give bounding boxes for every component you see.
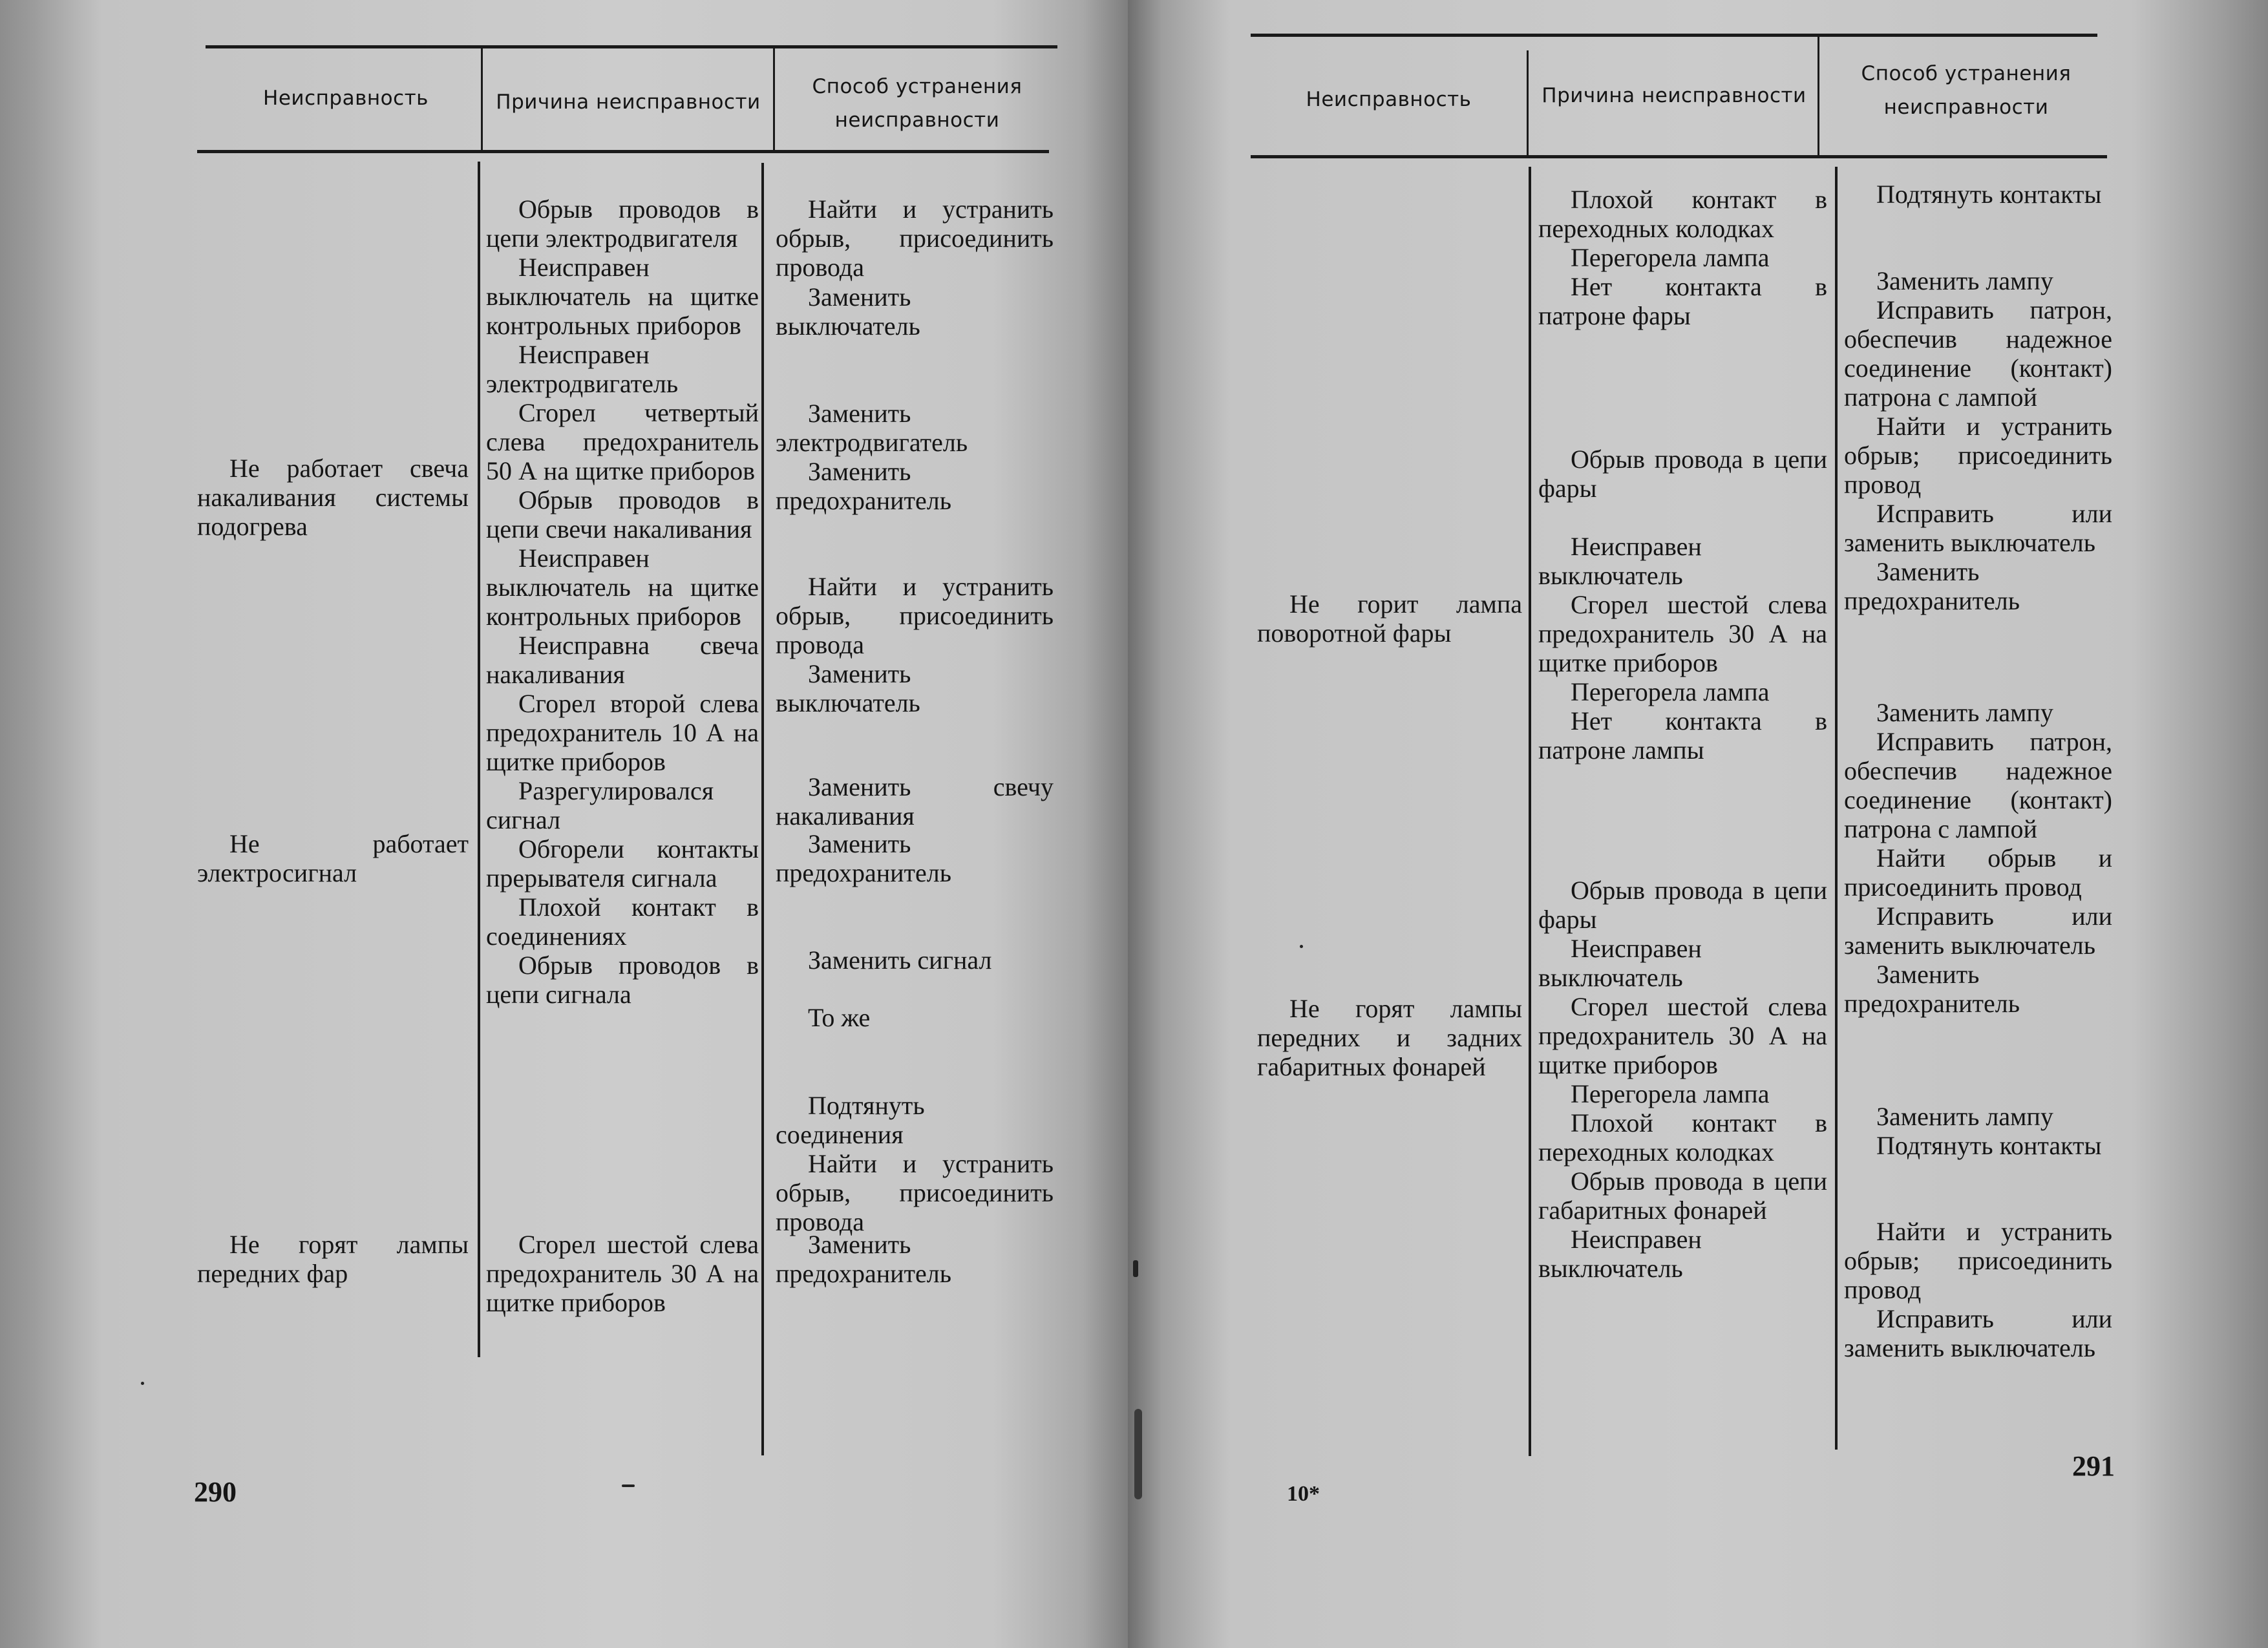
cause-text: Неисправен выключатель на щитке контрольных приборов: [486, 253, 759, 340]
table-top-rule: [1251, 34, 2097, 37]
body-divider-2: [1835, 167, 1838, 1450]
remedy-text: Подтянуть контакты: [1876, 1131, 2102, 1160]
fault-cell: [1257, 589, 1522, 648]
remedy-cell: [1844, 698, 2112, 1018]
cause-text: Плохой контакт в переходных колодках: [1538, 185, 1827, 243]
header-divider-2: [773, 48, 775, 151]
column-header-fault: Неисправность: [1306, 88, 1472, 111]
fault-text: Не горят лампы передних и задних габаритных фонарей: [1257, 994, 1522, 1081]
remedy-cell: [776, 1003, 1054, 1032]
remedy-text: Исправить или заменить выключатель: [1844, 902, 2112, 960]
column-header-remedy: Способ устранения неисправности: [812, 75, 1023, 132]
remedy-cell: [776, 1230, 1054, 1288]
remedy-text: Заменить предохранитель: [776, 829, 951, 887]
fault-text: Не работает свеча накаливания системы подогрева: [197, 454, 469, 541]
cause-text: Неисправен выключатель: [1538, 532, 1702, 590]
cause-text: Перегорела лампа: [1571, 1079, 1770, 1108]
cause-text: Неисправен выключатель: [1538, 934, 1702, 992]
cause-cell: [1538, 445, 1827, 503]
remedy-text: Исправить или заменить выключатель: [1844, 1304, 2112, 1362]
fault-text: Не работает электросигнал: [197, 829, 469, 887]
cause-text: Плохой контакт в переходных колодках: [1538, 1108, 1827, 1167]
cause-text: Сгорел второй слева предохранитель 10 А на щитке приборов: [486, 689, 759, 776]
cause-text: Сгорел шестой слева предохранитель 30 А на щитке приборов: [486, 1230, 759, 1317]
fault-cell: [197, 829, 469, 887]
remedy-text: Найти и устранить обрыв, присоединить провода: [776, 195, 1054, 282]
remedy-text: Заменить выключатель: [776, 659, 920, 717]
left-page: [0, 0, 1128, 1648]
cause-text: Сгорел четвертый слева предохранитель 50 А на щитке приборов: [486, 398, 759, 485]
cause-text: Неисправен выключатель на щитке контрольных приборов: [486, 544, 759, 631]
remedy-cell: [776, 772, 1054, 830]
remedy-cell: [1844, 180, 2112, 209]
remedy-text: Найти и устранить обрыв; присоединить провод: [1844, 412, 2112, 499]
cause-text: Перегорела лампа: [1571, 677, 1770, 706]
page-number: 291: [2072, 1450, 2115, 1482]
remedy-text: Заменить предохранитель: [776, 1230, 951, 1288]
cause-text: Разрегулировался сигнал: [486, 776, 714, 834]
remedy-text: Подтянуть контакты: [1876, 180, 2102, 209]
header-divider-1: [481, 48, 483, 151]
table-header-bottom-rule: [1251, 155, 2107, 158]
remedy-text: Найти и устранить обрыв; присоединить провод: [1844, 1217, 2112, 1304]
cause-cell: [486, 1230, 759, 1317]
cause-text: Плохой контакт в соединениях: [486, 893, 759, 951]
fault-text: Не горит лампа поворотной фары: [1257, 589, 1522, 648]
print-speck: [1134, 1409, 1142, 1499]
column-header-cause: Причина неисправности: [496, 90, 761, 114]
remedy-cell: [776, 572, 1054, 659]
remedy-text: Заменить лампу: [1876, 266, 2053, 295]
cause-text: Нет контакта в патроне фары: [1538, 272, 1827, 330]
remedy-cell: [776, 399, 1054, 457]
remedy-cell: [776, 945, 1054, 975]
remedy-text: Исправить патрон, обеспечив надежное соединение (контакт) патрона с лампой: [1844, 295, 2112, 412]
cause-cell: [486, 195, 759, 1009]
remedy-cell: [776, 457, 1054, 515]
cause-text: Неисправен электродвигатель: [486, 340, 679, 398]
body-divider-2: [761, 163, 764, 1455]
remedy-text: Исправить или заменить выключатель: [1844, 499, 2112, 557]
print-speck: [622, 1484, 635, 1487]
column-header-cause: Причина неисправности: [1542, 84, 1807, 107]
cause-text: Обрыв проводов в цепи свечи накаливания: [486, 485, 759, 544]
cause-text: Обрыв проводов в цепи сигнала: [486, 951, 759, 1009]
remedy-text: Заменить лампу: [1876, 698, 2053, 727]
remedy-text: Исправить патрон, обеспечив надежное соединение (контакт) патрона с лампой: [1844, 727, 2112, 843]
remedy-text: Заменить лампу: [1876, 1102, 2053, 1131]
print-speck: [1133, 1260, 1138, 1277]
header-divider-1: [1527, 50, 1529, 155]
cause-text: Обгорели контакты прерывателя сигнала: [486, 834, 759, 893]
fault-cell: [197, 454, 469, 541]
print-speck: [141, 1382, 144, 1385]
remedy-cell: [776, 195, 1054, 282]
fault-cell: [197, 1230, 469, 1288]
cause-cell: [1538, 185, 1827, 330]
remedy-text: Заменить предохранитель: [776, 457, 951, 515]
cause-cell: [1538, 532, 1827, 765]
fault-cell: [1257, 994, 1522, 1081]
remedy-text: Заменить свечу накаливания: [776, 772, 1054, 830]
table-header-bottom-rule: [197, 150, 1049, 153]
remedy-cell: [776, 829, 1054, 887]
cause-text: Сгорел шестой слева предохранитель 30 А на щитке приборов: [1538, 992, 1827, 1079]
cause-text: Перегорела лампа: [1571, 243, 1770, 272]
remedy-text: Подтянуть соединения: [776, 1091, 925, 1149]
column-header-fault: Неисправность: [263, 87, 429, 110]
cause-text: Обрыв провода в цепи габаритных фонарей: [1538, 1167, 1827, 1225]
remedy-cell: [776, 659, 1054, 717]
fault-text: Не горят лампы передних фар: [197, 1230, 469, 1288]
remedy-cell: [776, 1149, 1054, 1236]
remedy-cell: [1844, 1102, 2112, 1160]
remedy-text: Найти и устранить обрыв, присоединить провода: [776, 1149, 1054, 1236]
header-divider-2: [1818, 37, 1819, 155]
remedy-cell: [1844, 1217, 2112, 1362]
page-number: 290: [194, 1476, 237, 1508]
cause-text: Сгорел шестой слева предохранитель 30 А на щитке приборов: [1538, 590, 1827, 677]
remedy-text: Заменить электродвигатель: [776, 399, 968, 457]
remedy-text: Заменить предохранитель: [1844, 557, 2020, 615]
cause-text: Неисправна свеча накаливания: [486, 631, 759, 689]
cause-cell: [1538, 876, 1827, 1283]
remedy-text: Найти обрыв и присоединить провод: [1844, 843, 2112, 902]
body-divider-1: [478, 162, 480, 1357]
signature-mark: 10*: [1287, 1482, 1320, 1506]
column-header-remedy: Способ устранения неисправности: [1861, 62, 2072, 119]
remedy-text: Заменить сигнал: [808, 945, 992, 975]
remedy-cell: [776, 282, 1054, 341]
remedy-cell: [1844, 266, 2112, 615]
cause-text: Обрыв провода в цепи фары: [1538, 876, 1827, 934]
print-speck: [1300, 945, 1303, 948]
cause-text: Нет контакта в патроне лампы: [1538, 706, 1827, 765]
remedy-cell: [776, 1091, 1054, 1149]
remedy-text: Заменить предохранитель: [1844, 960, 2020, 1018]
cause-text: Неисправен выключатель: [1538, 1225, 1702, 1283]
cause-text: Обрыв проводов в цепи электродвигателя: [486, 195, 759, 253]
remedy-text: Найти и устранить обрыв, присоединить провода: [776, 572, 1054, 659]
remedy-text: Заменить выключатель: [776, 282, 920, 341]
remedy-text: То же: [808, 1003, 871, 1032]
table-top-rule: [206, 45, 1057, 48]
cause-text: Обрыв провода в цепи фары: [1538, 445, 1827, 503]
right-page: [1128, 0, 2268, 1648]
body-divider-1: [1529, 167, 1531, 1456]
